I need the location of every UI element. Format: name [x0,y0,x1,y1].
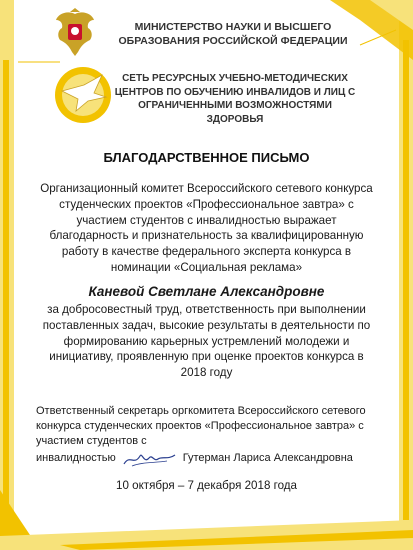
signer-name: Гутерман Лариса Александровна [182,452,353,464]
recipient-name: Каневой Светлане Александровне [88,284,325,299]
right-frame-stripe [403,40,409,520]
signer-position-last: инвалидностью [36,452,116,464]
signer-position: Ответственный секретарь оргкомитета Всероссийского сетевого конкурса студенческих проектов «Профессиональное завтра» с участием студентов с [36,405,366,448]
network-title: СЕТЬ РЕСУРСНЫХ УЧЕБНО-МЕТОДИЧЕСКИХ ЦЕНТРОВ ПО ОБУЧЕНИЮ ИНВАЛИДОВ И ЛИЦ С ОГРАНИЧЕННЫМИ ВОЗМОЖНОСТЯМИ ЗДОРОВЬЯ [114,73,356,125]
left-frame-stripe [3,60,9,530]
letter-title: БЛАГОДАРСТВЕННОЕ ПИСЬМО [103,150,310,165]
coat-of-arms-emblem [52,8,98,58]
handwritten-signature [122,450,177,468]
letter-intro-text: Организационный комитет Всероссийского сетевого конкурса студенческих проектов «Профессиональное завтра» с участием студентов с инвалидностью выражает благодарность и признательность за квалифицированную работу в качестве федерального эксперта конкурса в номинации «Социальная реклама» [40,182,373,274]
event-dates: 10 октября – 7 декабря 2018 года [116,479,297,492]
ministry-title: МИНИСТЕРСТВО НАУКИ И ВЫСШЕГО ОБРАЗОВАНИЯ РОССИЙСКОЙ ФЕДЕРАЦИИ [118,21,348,47]
letter-reason-text: за добросовестный труд, ответственность при выполнении поставленных задач, высокие результаты в деятельности по формированию карьерных устремлений молодежи и инициативу, проявленную при оценке проектов конкурса в 2018 году [42,303,371,380]
signature-block [36,404,376,468]
dove-logo [54,63,112,127]
